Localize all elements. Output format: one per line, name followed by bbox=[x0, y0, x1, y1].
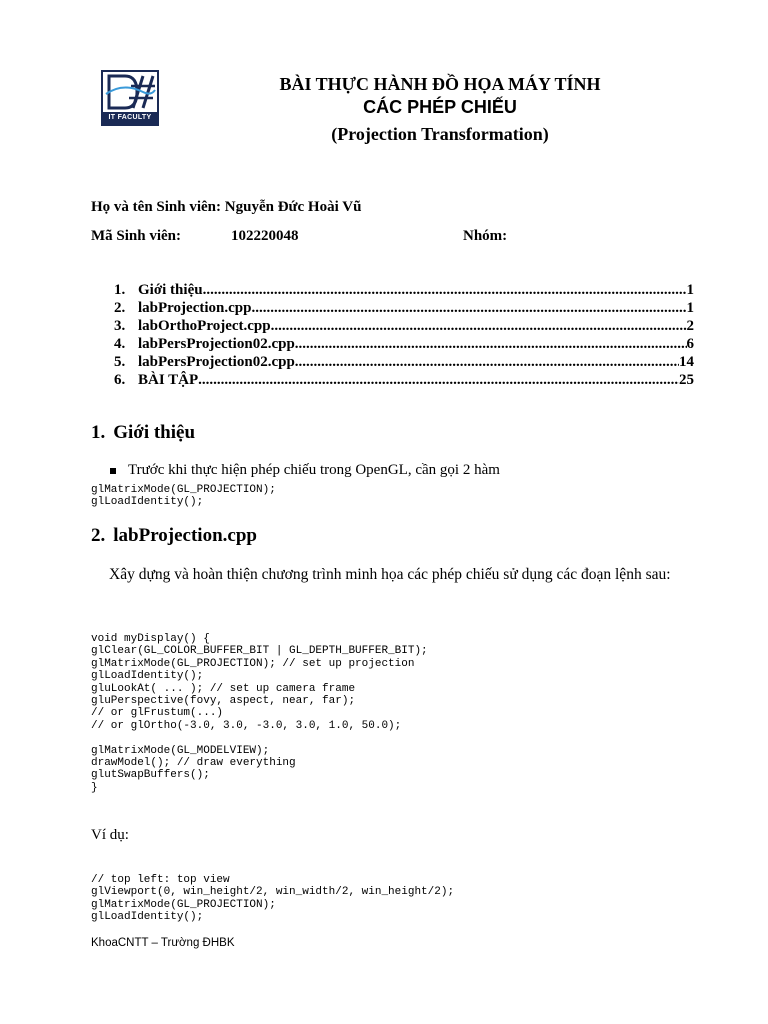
section-heading bbox=[91, 422, 195, 444]
toc-label: labPersProjection02.cpp bbox=[138, 354, 295, 370]
toc-leader bbox=[295, 354, 679, 371]
toc-number: 1. bbox=[114, 282, 126, 298]
toc-leader bbox=[198, 372, 679, 389]
section-title: Giới thiệu bbox=[113, 422, 196, 443]
toc-entry[interactable] bbox=[114, 300, 694, 317]
section-number: 1. bbox=[91, 422, 106, 443]
toc-page: 2 bbox=[686, 318, 694, 334]
toc-leader bbox=[295, 336, 687, 353]
bullet-item bbox=[110, 462, 500, 479]
toc-entry[interactable] bbox=[114, 318, 694, 335]
document-subtitle-english: (Projection Transformation) bbox=[331, 124, 549, 144]
logo-emblem-icon bbox=[103, 72, 157, 112]
faculty-logo bbox=[101, 70, 159, 126]
toc-leader bbox=[251, 300, 686, 317]
toc-label: BÀI TẬP bbox=[138, 372, 199, 388]
toc-label: labProjection.cpp bbox=[138, 300, 252, 316]
student-name: Họ và tên Sinh viên: Nguyễn Đức Hoài Vũ bbox=[91, 199, 362, 215]
section-heading bbox=[91, 525, 257, 547]
code-block-example: // top left: top view glViewport(0, win_height/2, win_width/2, win_height/2); glMatrixMode(GL_PROJECTION); glLoadIdentity(); bbox=[91, 874, 455, 924]
section-number: 2. bbox=[91, 525, 106, 546]
toc-page: 1 bbox=[686, 282, 694, 298]
toc-entry[interactable] bbox=[114, 336, 694, 353]
student-id-label: Mã Sinh viên: bbox=[91, 228, 182, 244]
toc-leader bbox=[271, 318, 687, 335]
group-label: Nhóm: bbox=[463, 228, 508, 244]
toc-number: 6. bbox=[114, 372, 126, 388]
document-title: BÀI THỰC HÀNH ĐỒ HỌA MÁY TÍNH bbox=[279, 74, 601, 94]
logo-text: IT FACULTY bbox=[103, 112, 157, 124]
toc-page: 25 bbox=[679, 372, 694, 388]
document-subtitle: CÁC PHÉP CHIẾU bbox=[363, 97, 517, 117]
page-footer: KhoaCNTT – Trường ĐHBK bbox=[91, 937, 235, 949]
toc-number: 5. bbox=[114, 354, 126, 370]
code-block: void myDisplay() { glClear(GL_COLOR_BUFFER_BIT | GL_DEPTH_BUFFER_BIT); glMatrixMode(GL_PROJECTION); // set up projection glLoadIdentity(); gluLookAt( ... ); // set up camera frame gluPerspective(fovy, aspect, near, far); // or glFrustum(...) // or glOrtho(-3.0, 3.0, -3.0, 3.0, 1.0, 50.0); glMatrixMode(GL_MODELVIEW); drawModel(); // draw everything glutSwapBuffers(); } bbox=[91, 633, 428, 794]
toc-number: 2. bbox=[114, 300, 126, 316]
toc-label: labPersProjection02.cpp bbox=[138, 336, 295, 352]
toc-label: labOrthoProject.cpp bbox=[138, 318, 271, 334]
toc-entry[interactable] bbox=[114, 282, 694, 299]
toc-page: 1 bbox=[686, 300, 694, 316]
example-label: Ví dụ: bbox=[91, 827, 129, 843]
bullet-text: Trước khi thực hiện phép chiếu trong OpenGL, cần gọi 2 hàm bbox=[128, 462, 500, 478]
section-paragraph: Xây dựng và hoàn thiện chương trình minh họa các phép chiếu sử dụng các đoạn lệnh sau: bbox=[109, 566, 671, 583]
student-id-value: 102220048 bbox=[231, 228, 299, 244]
toc-entry[interactable] bbox=[114, 372, 694, 389]
toc-number: 4. bbox=[114, 336, 126, 352]
toc-page: 6 bbox=[686, 336, 694, 352]
toc-label: Giới thiệu bbox=[138, 282, 203, 298]
code-block: glMatrixMode(GL_PROJECTION); glLoadIdentity(); bbox=[91, 484, 276, 509]
toc-leader bbox=[203, 282, 687, 299]
toc-page: 14 bbox=[679, 354, 694, 370]
toc-entry[interactable] bbox=[114, 354, 694, 371]
section-title: labProjection.cpp bbox=[113, 525, 257, 546]
toc-number: 3. bbox=[114, 318, 126, 334]
bullet-square-icon bbox=[110, 468, 116, 474]
